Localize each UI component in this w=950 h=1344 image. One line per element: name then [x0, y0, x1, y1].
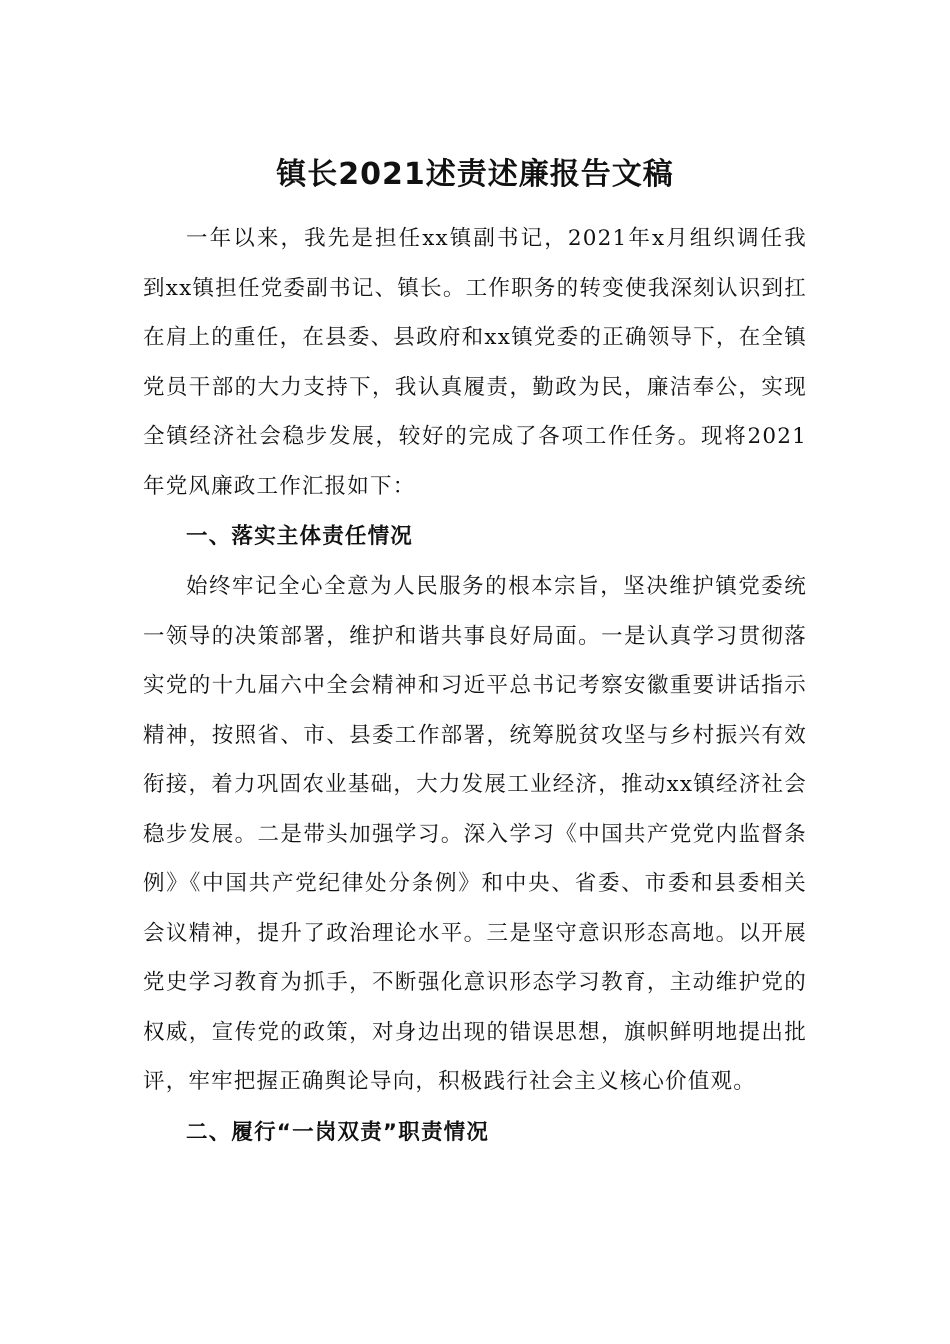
document-title: 镇长2021述责述廉报告文稿	[276, 157, 674, 192]
section-heading-1: 一、落实主体责任情况	[186, 524, 414, 549]
section-heading-2: 二、履行“一岗双责”职责情况	[186, 1120, 490, 1145]
paragraph-section-1: 始终牢记全心全意为人民服务的根本宗旨，坚决维护镇党委统一领导的决策部署，维护和谐共事良好局面。一是认真学习贯彻落实党的十九届六中全会精神和习近平总书记考察安徽重要讲话指示精神，按照省、市、县委工作部署，统筹脱贫攻坚与乡村振兴有效衔接，着力巩固农业基础，大力发展工业经济，推动xx镇经济社会稳步发展。二是带头加强学习。深入学习《中国共产党党内监督条例》《中国共产党纪律处分条例》和中央、省委、市委和县委相关会议精神，提升了政治理论水平。三是坚守意识形态高地。以开展党史学习教育为抓手，不断强化意识形态学习教育，主动维护党的权威，宣传党的政策，对身边出现的错误思想，旗帜鲜明地提出批评，牢牢把握正确舆论导向，积极践行社会主义核心价值观。	[143, 574, 807, 1094]
paragraph-intro: 一年以来，我先是担任xx镇副书记，2021年x月组织调任我到xx镇担任党委副书记、镇长。工作职务的转变使我深刻认识到扛在肩上的重任，在县委、县政府和xx镇党委的正确领导下，在全镇党员干部的大力支持下，我认真履责，勤政为民，廉洁奉公，实现全镇经济社会稳步发展，较好的完成了各项工作任务。现将2021年党风廉政工作汇报如下：	[143, 226, 807, 499]
